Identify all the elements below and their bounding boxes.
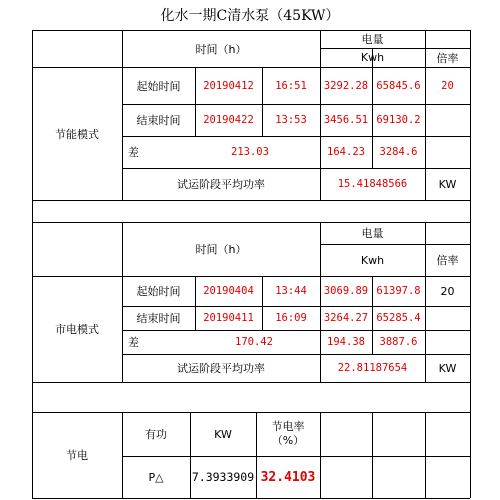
avg-label-2: 试运阶段平均功率: [177, 362, 265, 375]
start-value1-1: 3292.28: [323, 79, 369, 92]
power-header-1: 电量: [361, 33, 384, 46]
diff-hours-1: 213.03: [231, 146, 269, 158]
end-value2-1: 69130.2: [376, 114, 421, 126]
diff-value1-2: 194.38: [327, 336, 365, 348]
start-date-1: 20190412: [203, 79, 254, 92]
diff-value1-1: 164.23: [327, 146, 365, 158]
saving-rate-value: 32.4103: [260, 469, 316, 485]
diff-label-1: 差: [128, 146, 139, 159]
active-power-label: 有功: [145, 428, 167, 441]
kwh-header-1: Kwh: [360, 51, 385, 64]
start-value2-1: 65845.6: [376, 79, 421, 92]
start-date-2: 20190404: [203, 285, 254, 297]
end-label-1: 结束时间: [136, 114, 181, 127]
saving-label: 节电: [66, 449, 88, 462]
time-header-1: 时间（h）: [195, 42, 247, 56]
multiplier-value-2: 20: [440, 284, 455, 298]
diff-value2-2: 3887.6: [379, 336, 418, 348]
start-label-2: 起始时间: [136, 285, 181, 298]
diff-value2-1: 3284.6: [379, 146, 418, 158]
multiplier-header-1: 倍率: [436, 51, 459, 65]
time-header-2: 时间（h）: [195, 243, 247, 256]
start-label-1: 起始时间: [136, 79, 181, 93]
avg-label-1: 试运阶段平均功率: [177, 178, 265, 191]
end-time-2: 16:09: [275, 312, 307, 324]
avg-value-2: 22.81187654: [337, 362, 408, 374]
diff-label-2: 差: [128, 336, 139, 349]
p-delta-value: 7.3933909: [191, 470, 255, 484]
end-value2-2: 65285.4: [376, 312, 421, 324]
avg-value-1: 15.41848566: [337, 178, 408, 190]
avg-unit-2: KW: [438, 361, 457, 375]
mode-label-1: 节能模式: [55, 127, 99, 141]
start-value1-2: 3069.89: [323, 285, 369, 297]
end-value1-1: 3456.51: [323, 114, 369, 126]
start-time-2: 13:44: [275, 285, 307, 297]
start-value2-2: 61397.8: [376, 285, 421, 297]
power-header-2: 电量: [361, 227, 384, 240]
avg-unit-1: KW: [438, 177, 457, 191]
multiplier-header-2: 倍率: [436, 254, 459, 267]
saving-rate-header-line2: （%）: [271, 434, 305, 447]
mode-label-2: 市电模式: [55, 323, 99, 336]
diff-hours-2: 170.42: [235, 336, 273, 348]
end-date-1: 20190422: [203, 114, 254, 126]
multiplier-value-1: 20: [441, 79, 454, 92]
end-value1-2: 3264.27: [323, 312, 369, 324]
end-date-2: 20190411: [203, 312, 254, 324]
start-time-1: 16:51: [275, 79, 307, 92]
end-label-2: 结束时间: [136, 312, 181, 325]
end-time-1: 13:53: [275, 114, 307, 126]
kw-header: KW: [214, 427, 232, 441]
saving-rate-header: [256, 412, 320, 456]
sheet-title: 化水一期C清水泵（45KW）: [160, 8, 340, 24]
p-delta-label: P△: [148, 470, 164, 484]
saving-rate-header-line1: 节电率: [271, 420, 305, 433]
kwh-header-2: Kwh: [360, 253, 385, 267]
